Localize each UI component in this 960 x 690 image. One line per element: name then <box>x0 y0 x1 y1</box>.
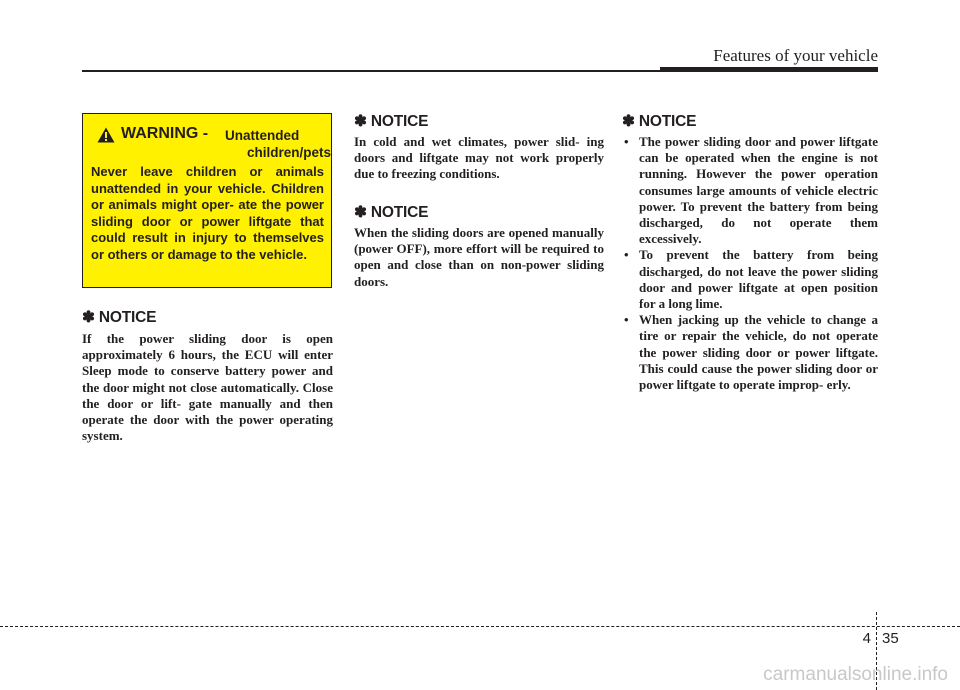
notice-body-1: If the power sliding door is open approximately 6 hours, the ECU will enter Sleep mode to conserve battery power and the door might not close automatically. Close the door or lift- gate manually and then operate the door with the power operating system. <box>82 331 333 444</box>
notice-heading-2: ✽ NOTICE <box>354 113 429 130</box>
header-title: Features of your vehicle <box>713 46 878 65</box>
warning-subtitle <box>225 127 331 161</box>
notice-heading-3: ✽ NOTICE <box>354 204 429 221</box>
list-item: • The power sliding door and power liftgate can be operated when the engine is not running. However the power operation consumes large amounts of vehicle electric power. To prevent the battery from being discharged, do not operate them excessively. <box>622 134 878 247</box>
warning-subtitle-line1: Unattended <box>225 128 300 143</box>
warning-triangle-icon <box>97 127 115 143</box>
chapter-number: 4 <box>862 630 871 647</box>
page-number: 35 <box>882 630 899 647</box>
notice-body-2: In cold and wet climates, power slid- ing doors and liftgate may not work properly due to freezing conditions. <box>354 134 604 182</box>
warning-label: WARNING - <box>121 125 209 142</box>
notice-heading-1: ✽ NOTICE <box>82 309 157 326</box>
watermark: carmanualsonline.info <box>763 664 948 685</box>
warning-box <box>82 113 332 288</box>
warning-subtitle-line2: children/pets <box>247 145 332 160</box>
list-item: • When jacking up the vehicle to change a tire or repair the vehicle, do not operate the power sliding door or power liftgate. This could cause the power sliding door or power liftgate to operate improp- erly. <box>622 312 878 393</box>
warning-body: Never leave children or animals unattended in your vehicle. Children or animals might oper- ate the power sliding door or power liftgate that could result in injury to themselves or others or damage to the vehicle. <box>91 164 324 262</box>
notice-bullet-list <box>622 134 878 393</box>
header-rule-accent <box>660 67 878 72</box>
notice-body-3: When the sliding doors are opened manually (power OFF), more effort will be required to open and close than on non-power sliding doors. <box>354 225 604 289</box>
footer-rule <box>0 626 960 627</box>
list-item: • To prevent the battery from being discharged, do not leave the power sliding door and power liftgate at open position for a long lime. <box>622 247 878 312</box>
notice-heading-4: ✽ NOTICE <box>622 113 697 130</box>
